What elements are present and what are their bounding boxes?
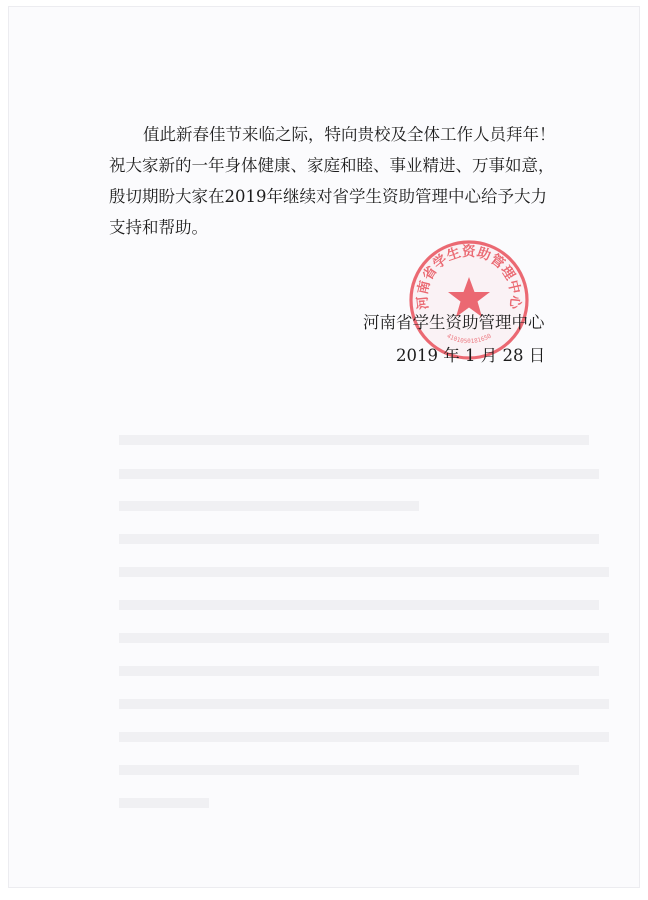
signature-organization: 河南省学生资助管理中心 xyxy=(363,313,545,332)
signature-date: 2019 年 1 月 28 日 xyxy=(396,346,546,365)
letter-line: 殷切期盼大家在2019年继续对省学生资助管理中心给予大力 xyxy=(109,187,547,206)
letter-line: 支持和帮助。 xyxy=(109,218,208,237)
letter-page xyxy=(9,7,639,887)
letter-line: 值此新春佳节来临之际，特向贵校及全体工作人员拜年！ xyxy=(143,125,556,144)
svg-text:河南省学生资助管理中心: 河南省学生资助管理中心 xyxy=(414,243,524,311)
letter-body xyxy=(109,119,589,243)
letter-line: 祝大家新的一年身体健康、家庭和睦、事业精进、万事如意， xyxy=(109,156,555,175)
svg-text:4101050181650: 4101050181650 xyxy=(445,332,493,346)
